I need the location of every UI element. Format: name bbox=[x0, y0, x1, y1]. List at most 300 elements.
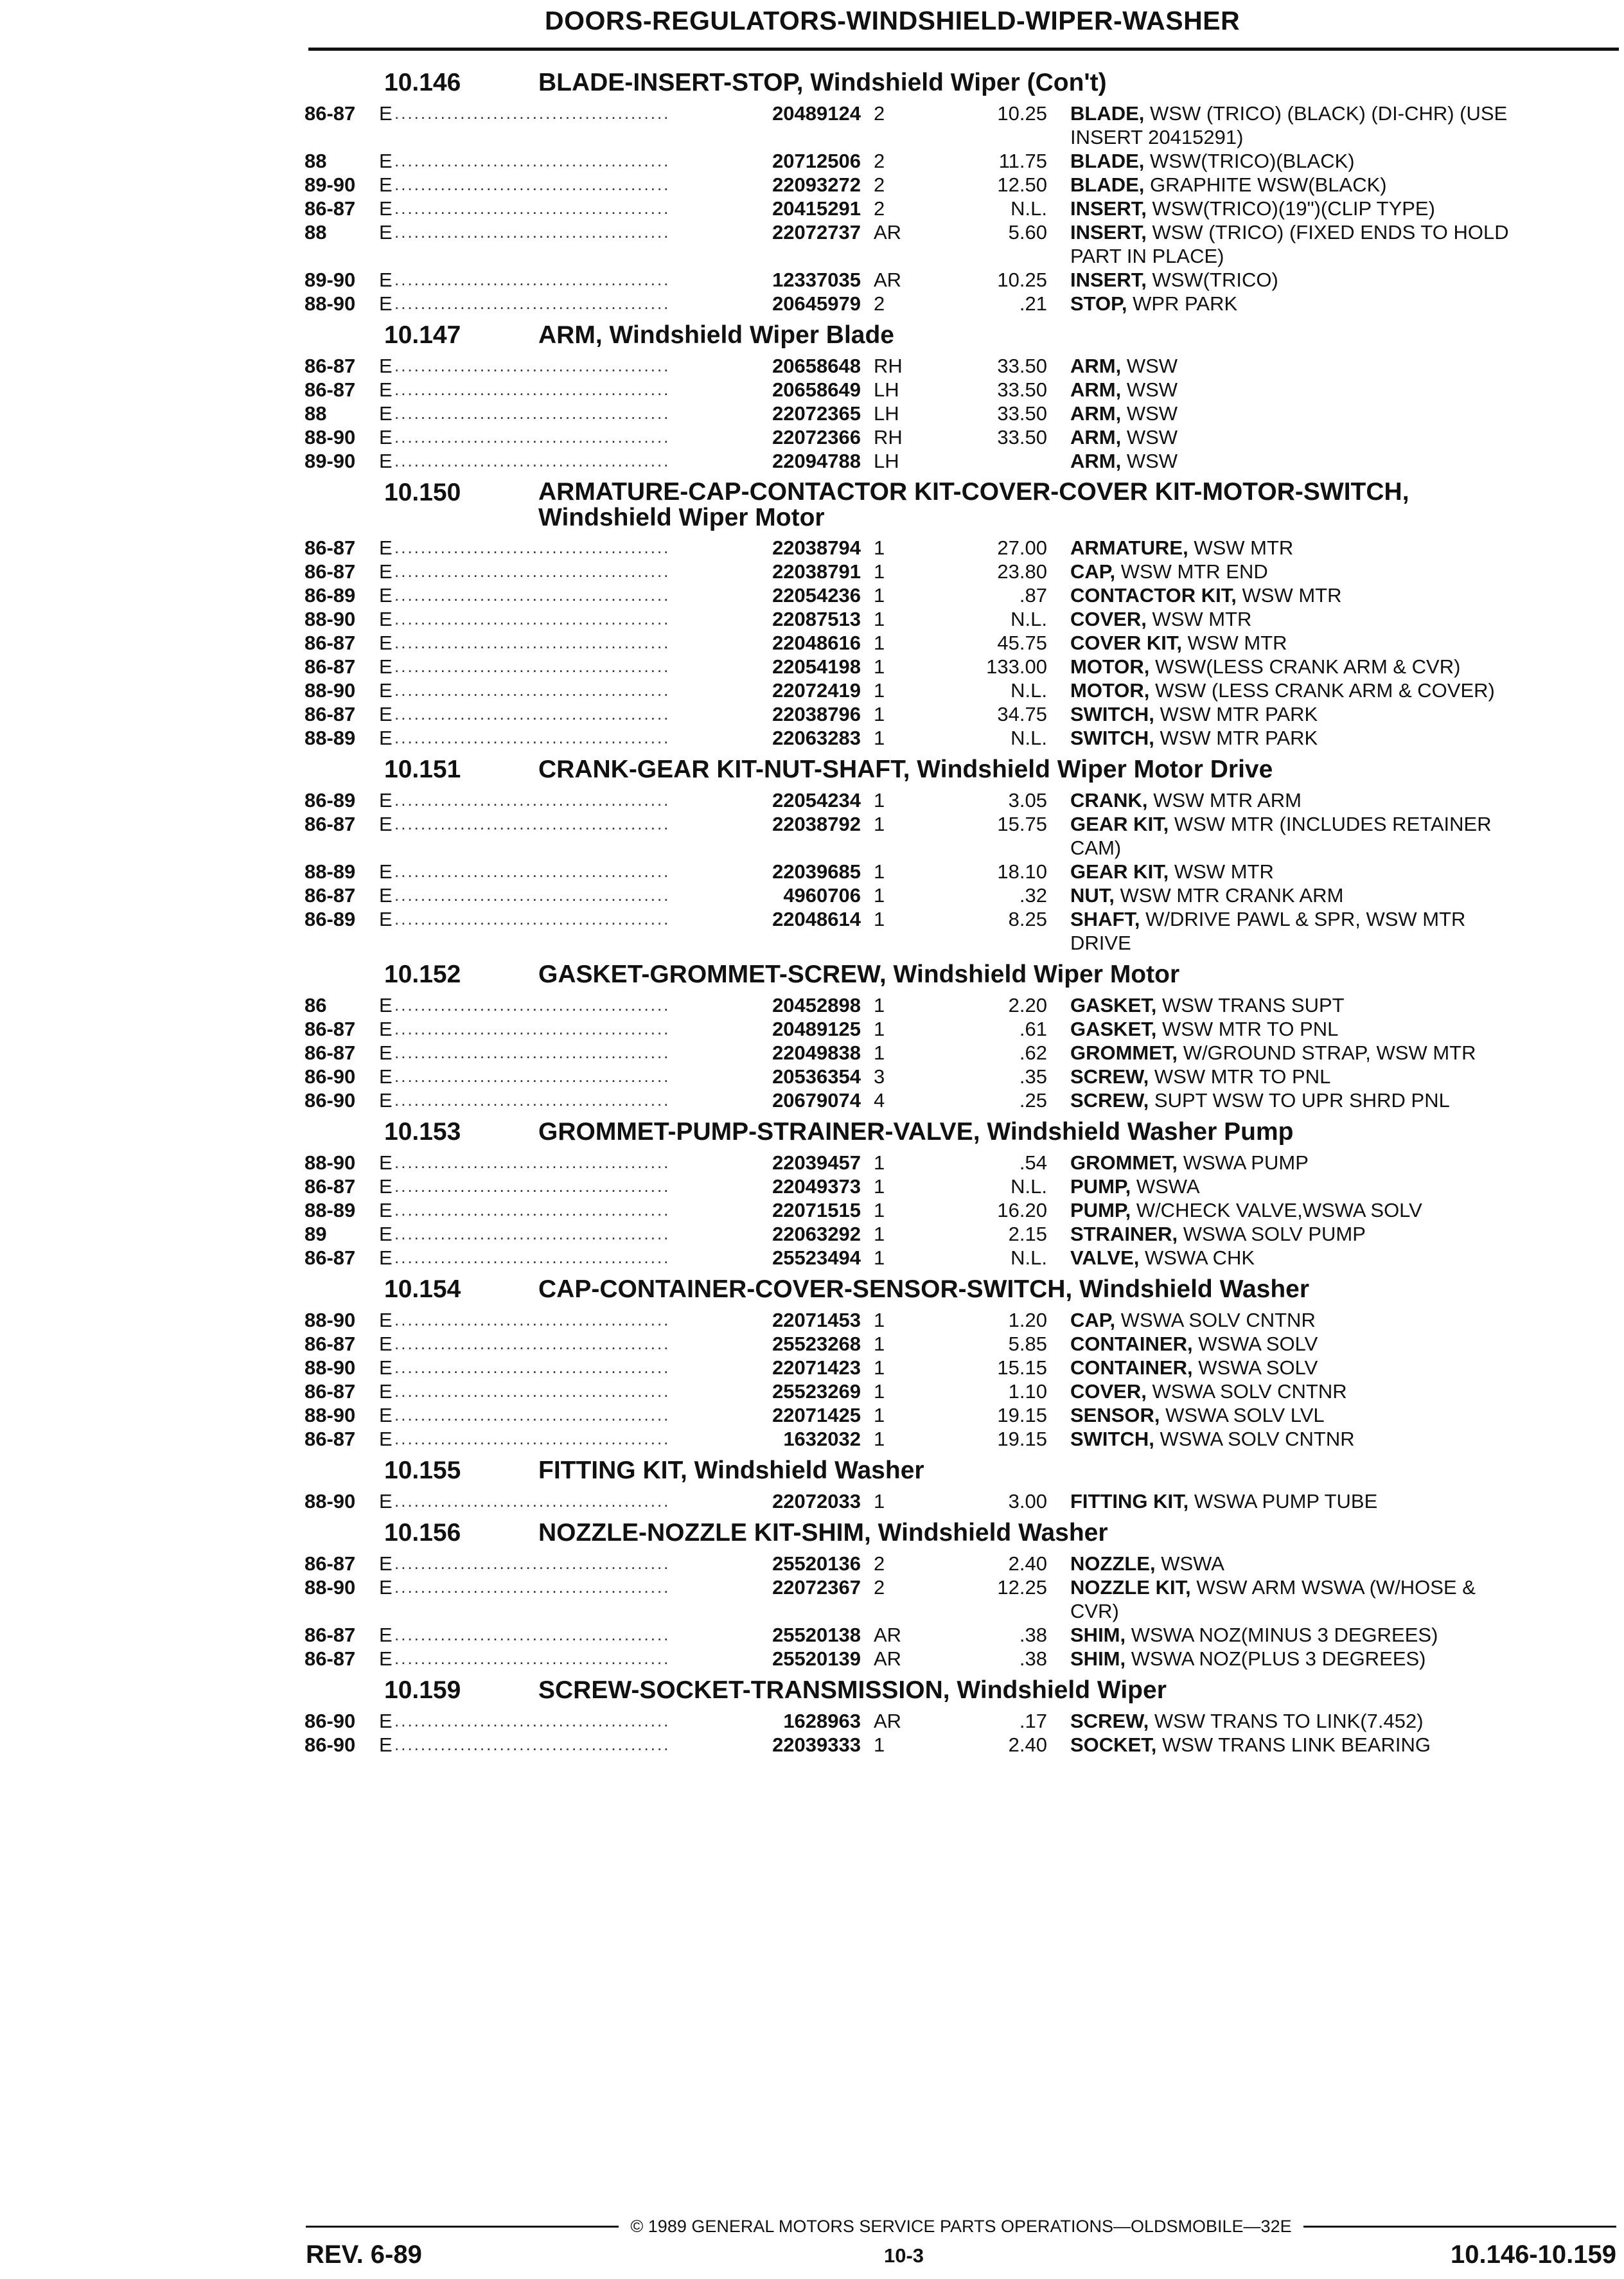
description-detail: W/GROUND STRAP, WSW MTR bbox=[1183, 1042, 1476, 1064]
dot-leader: .......................................... bbox=[394, 294, 671, 313]
price: 19.15 bbox=[997, 1428, 1047, 1450]
model-years: 86 bbox=[304, 994, 327, 1016]
engine-code: E bbox=[379, 632, 393, 654]
part-row bbox=[304, 1733, 1621, 1757]
part-row bbox=[304, 1647, 1621, 1671]
description-keyword: PUMP, bbox=[1070, 1175, 1131, 1198]
description-keyword: ARM, bbox=[1070, 355, 1122, 377]
description-keyword: COVER, bbox=[1070, 608, 1147, 630]
quantity: 1 bbox=[874, 1380, 885, 1403]
quantity: 1 bbox=[874, 908, 885, 930]
model-years: 89-90 bbox=[304, 269, 356, 291]
part-number: 22072366 bbox=[772, 426, 861, 448]
engine-code: E bbox=[379, 1647, 393, 1670]
part-description bbox=[1047, 268, 1520, 292]
part-number: 22039685 bbox=[772, 860, 861, 883]
price: .38 bbox=[1019, 1647, 1047, 1670]
section-heading bbox=[304, 322, 1621, 349]
engine-code: E bbox=[379, 1404, 393, 1426]
description-keyword: COVER KIT, bbox=[1070, 632, 1182, 654]
model-years: 86-87 bbox=[304, 703, 356, 725]
dot-leader: .......................................... bbox=[394, 380, 671, 399]
part-row bbox=[304, 631, 1621, 655]
part-number: 22072367 bbox=[772, 1576, 861, 1599]
part-description bbox=[1047, 583, 1520, 607]
part-row bbox=[304, 1151, 1621, 1175]
engine-code: E bbox=[379, 584, 393, 607]
description-keyword: SHAFT, bbox=[1070, 908, 1140, 930]
part-row bbox=[304, 655, 1621, 678]
description-detail: GRAPHITE WSW(BLACK) bbox=[1150, 173, 1387, 196]
parts-list bbox=[304, 1489, 1621, 1513]
description-detail: WSW bbox=[1126, 355, 1178, 377]
part-description bbox=[1047, 1151, 1520, 1175]
part-description bbox=[1047, 1427, 1520, 1451]
dot-leader: .......................................... bbox=[394, 562, 671, 581]
description-detail: WSW MTR TO PNL bbox=[1161, 1018, 1339, 1040]
quantity: 1 bbox=[874, 1199, 885, 1221]
dot-leader: .......................................... bbox=[394, 103, 671, 123]
price: N.L. bbox=[1011, 1246, 1047, 1269]
quantity: 2 bbox=[874, 1576, 885, 1599]
description-detail: SUPT WSW TO UPR SHRD PNL bbox=[1154, 1089, 1450, 1112]
description-keyword: INSERT, bbox=[1070, 197, 1147, 220]
engine-code: E bbox=[379, 426, 393, 448]
part-description bbox=[1047, 1623, 1520, 1647]
description-detail: WSW MTR bbox=[1194, 536, 1294, 559]
description-keyword: SWITCH, bbox=[1070, 1428, 1154, 1450]
parts-section bbox=[304, 1520, 1621, 1671]
quantity: 1 bbox=[874, 1309, 885, 1331]
price: 12.25 bbox=[997, 1576, 1047, 1599]
part-description bbox=[1047, 1198, 1520, 1222]
part-row bbox=[304, 1623, 1621, 1647]
description-keyword: COVER, bbox=[1070, 1380, 1147, 1403]
price: 33.50 bbox=[997, 402, 1047, 425]
parts-list bbox=[304, 788, 1621, 955]
engine-code: E bbox=[379, 1065, 393, 1088]
part-description bbox=[1047, 536, 1520, 560]
price: 8.25 bbox=[1008, 908, 1047, 930]
part-row bbox=[304, 425, 1621, 449]
engine-code: E bbox=[379, 1552, 393, 1575]
price: 10.25 bbox=[997, 269, 1047, 291]
model-years: 88 bbox=[304, 402, 327, 425]
model-years: 88-90 bbox=[304, 426, 356, 448]
parts-section bbox=[304, 479, 1621, 750]
part-description bbox=[1047, 1575, 1520, 1623]
part-description bbox=[1047, 449, 1520, 473]
dot-leader: .......................................... bbox=[394, 633, 671, 652]
engine-code: E bbox=[379, 269, 393, 291]
part-description bbox=[1047, 149, 1520, 173]
description-keyword: SOCKET, bbox=[1070, 1734, 1157, 1756]
part-number: 22071423 bbox=[772, 1356, 861, 1379]
part-number: 22072365 bbox=[772, 402, 861, 425]
part-number: 25523268 bbox=[772, 1333, 861, 1355]
quantity: 1 bbox=[874, 1404, 885, 1426]
parts-section bbox=[304, 1677, 1621, 1757]
part-number: 25520136 bbox=[772, 1552, 861, 1575]
model-years: 86-87 bbox=[304, 560, 356, 583]
part-description bbox=[1047, 102, 1520, 149]
quantity: 1 bbox=[874, 679, 885, 702]
model-years: 86-87 bbox=[304, 1042, 356, 1064]
parts-list bbox=[304, 536, 1621, 750]
model-years: 86-89 bbox=[304, 584, 356, 607]
section-number: 10.150 bbox=[384, 479, 461, 506]
quantity: AR bbox=[874, 1710, 902, 1732]
footer-rule-right bbox=[1303, 2226, 1616, 2228]
description-detail: WSW MTR END bbox=[1120, 560, 1268, 583]
dot-leader: .......................................... bbox=[394, 1649, 671, 1668]
part-number: 22071515 bbox=[772, 1199, 861, 1221]
quantity: LH bbox=[874, 378, 899, 401]
quantity: 1 bbox=[874, 789, 885, 811]
description-detail: WSW MTR ARM bbox=[1153, 789, 1302, 811]
dot-leader: .......................................... bbox=[394, 403, 671, 423]
quantity: 1 bbox=[874, 860, 885, 883]
description-keyword: CONTAINER, bbox=[1070, 1333, 1193, 1355]
part-number: 22093272 bbox=[772, 173, 861, 196]
model-years: 86-87 bbox=[304, 102, 356, 125]
part-number: 20452898 bbox=[772, 994, 861, 1016]
dot-leader: .......................................... bbox=[394, 222, 671, 242]
part-number: 25523269 bbox=[772, 1380, 861, 1403]
description-detail: WSW MTR bbox=[1242, 584, 1342, 607]
part-description bbox=[1047, 292, 1520, 315]
description-keyword: PUMP, bbox=[1070, 1199, 1131, 1221]
part-row bbox=[304, 1088, 1621, 1112]
page-header bbox=[308, 1, 1619, 51]
price: 2.40 bbox=[1008, 1552, 1047, 1575]
footer-line bbox=[306, 2217, 1616, 2237]
part-number: 1628963 bbox=[783, 1710, 861, 1732]
description-keyword: NOZZLE, bbox=[1070, 1552, 1156, 1575]
part-description bbox=[1047, 812, 1520, 860]
description-detail: WSWA SOLV bbox=[1198, 1356, 1318, 1379]
parts-section bbox=[304, 1457, 1621, 1513]
engine-code: E bbox=[379, 1042, 393, 1064]
part-row bbox=[304, 993, 1621, 1017]
engine-code: E bbox=[379, 150, 393, 172]
description-detail: WSWA NOZ(PLUS 3 DEGREES) bbox=[1131, 1647, 1426, 1670]
description-keyword: NOZZLE KIT, bbox=[1070, 1576, 1191, 1599]
price: 27.00 bbox=[997, 536, 1047, 559]
parts-section bbox=[304, 756, 1621, 955]
description-detail: WSWA SOLV PUMP bbox=[1183, 1223, 1366, 1245]
dot-leader: .......................................... bbox=[394, 1491, 671, 1511]
section-title: FITTING KIT, Windshield Washer bbox=[538, 1457, 924, 1484]
dot-leader: .......................................... bbox=[394, 199, 671, 218]
price: 133.00 bbox=[986, 655, 1047, 678]
part-row bbox=[304, 1198, 1621, 1222]
quantity: 1 bbox=[874, 703, 885, 725]
description-detail: WSW MTR bbox=[1187, 632, 1287, 654]
engine-code: E bbox=[379, 1151, 393, 1174]
price: 11.75 bbox=[998, 150, 1047, 172]
model-years: 86-87 bbox=[304, 1246, 356, 1269]
part-description bbox=[1047, 788, 1520, 812]
quantity: 1 bbox=[874, 994, 885, 1016]
part-description bbox=[1047, 1552, 1520, 1575]
engine-code: E bbox=[379, 884, 393, 907]
quantity: AR bbox=[874, 269, 902, 291]
description-keyword: CAP, bbox=[1070, 1309, 1116, 1331]
section-heading bbox=[304, 1119, 1621, 1146]
part-number: 25520139 bbox=[772, 1647, 861, 1670]
section-title: GASKET-GROMMET-SCREW, Windshield Wiper Motor bbox=[538, 961, 1180, 988]
description-detail: WSWA SOLV CNTNR bbox=[1120, 1309, 1316, 1331]
quantity: 2 bbox=[874, 150, 885, 172]
engine-code: E bbox=[379, 608, 393, 630]
part-row bbox=[304, 354, 1621, 378]
dot-leader: .......................................... bbox=[394, 151, 671, 170]
parts-list bbox=[304, 1552, 1621, 1671]
description-keyword: SCREW, bbox=[1070, 1065, 1149, 1088]
part-row bbox=[304, 378, 1621, 402]
price: N.L. bbox=[1011, 197, 1047, 220]
dot-leader: .......................................... bbox=[394, 657, 671, 676]
description-detail: WSW MTR TO PNL bbox=[1154, 1065, 1331, 1088]
description-keyword: SENSOR, bbox=[1070, 1404, 1160, 1426]
part-number: 22071425 bbox=[772, 1404, 861, 1426]
part-number: 25520138 bbox=[772, 1624, 861, 1646]
part-number: 22039457 bbox=[772, 1151, 861, 1174]
part-description bbox=[1047, 631, 1520, 655]
part-number: 22054234 bbox=[772, 789, 861, 811]
part-description bbox=[1047, 883, 1520, 907]
part-number: 22039333 bbox=[772, 1734, 861, 1756]
quantity: 2 bbox=[874, 197, 885, 220]
section-heading bbox=[304, 756, 1621, 783]
quantity: 1 bbox=[874, 1428, 885, 1450]
part-description bbox=[1047, 378, 1520, 402]
part-row bbox=[304, 220, 1621, 268]
dot-leader: .......................................... bbox=[394, 909, 671, 928]
dot-leader: .......................................... bbox=[394, 1176, 671, 1196]
engine-code: E bbox=[379, 727, 393, 749]
dot-leader: .......................................... bbox=[394, 538, 671, 557]
model-years: 86-87 bbox=[304, 1380, 356, 1403]
dot-leader: .......................................... bbox=[394, 1625, 671, 1644]
description-keyword: GROMMET, bbox=[1070, 1151, 1178, 1174]
description-detail: WSW MTR CRANK ARM bbox=[1120, 884, 1344, 907]
dot-leader: .......................................... bbox=[394, 1711, 671, 1730]
quantity: 1 bbox=[874, 1333, 885, 1355]
engine-code: E bbox=[379, 560, 393, 583]
engine-code: E bbox=[379, 1576, 393, 1599]
part-number: 22049838 bbox=[772, 1042, 861, 1064]
dot-leader: .......................................... bbox=[394, 862, 671, 881]
description-keyword: SWITCH, bbox=[1070, 727, 1154, 749]
dot-leader: .......................................... bbox=[394, 1200, 671, 1219]
dot-leader: .......................................... bbox=[394, 1224, 671, 1243]
price: N.L. bbox=[1011, 679, 1047, 702]
description-detail: WSW MTR PARK bbox=[1160, 727, 1318, 749]
description-detail: WSW TRANS TO LINK(7.452) bbox=[1154, 1710, 1424, 1732]
description-detail: WSWA PUMP TUBE bbox=[1194, 1490, 1378, 1512]
part-description bbox=[1047, 1709, 1520, 1733]
parts-list bbox=[304, 354, 1621, 473]
dot-leader: .......................................... bbox=[394, 609, 671, 628]
description-detail: WSW(TRICO) bbox=[1152, 269, 1278, 291]
price: 15.75 bbox=[997, 813, 1047, 835]
price: .87 bbox=[1019, 584, 1047, 607]
model-years: 88-89 bbox=[304, 727, 356, 749]
engine-code: E bbox=[379, 355, 393, 377]
part-row bbox=[304, 883, 1621, 907]
engine-code: E bbox=[379, 908, 393, 930]
part-number: 22094788 bbox=[772, 450, 861, 472]
part-row bbox=[304, 560, 1621, 583]
price: N.L. bbox=[1011, 727, 1047, 749]
section-heading bbox=[304, 961, 1621, 988]
part-row bbox=[304, 726, 1621, 750]
model-years: 86-87 bbox=[304, 378, 356, 401]
price: .35 bbox=[1019, 1065, 1047, 1088]
section-title: CAP-CONTAINER-COVER-SENSOR-SWITCH, Windshield Washer bbox=[538, 1275, 1310, 1303]
section-number: 10.152 bbox=[384, 961, 461, 988]
price: .32 bbox=[1019, 884, 1047, 907]
description-detail: WSWA NOZ(MINUS 3 DEGREES) bbox=[1131, 1624, 1438, 1646]
engine-code: E bbox=[379, 197, 393, 220]
price: 3.05 bbox=[1008, 789, 1047, 811]
description-detail: WSW ARM WSWA (W/HOSE & CVR) bbox=[1070, 1576, 1476, 1622]
description-detail: WSWA CHK bbox=[1145, 1246, 1255, 1269]
section-title: BLADE-INSERT-STOP, Windshield Wiper (Con't) bbox=[538, 69, 1107, 96]
part-number: 22049373 bbox=[772, 1175, 861, 1198]
model-years: 88-89 bbox=[304, 860, 356, 883]
page-footer bbox=[306, 2217, 1616, 2279]
description-detail: WSW bbox=[1126, 402, 1178, 425]
description-detail: WSW MTR bbox=[1174, 860, 1274, 883]
engine-code: E bbox=[379, 1380, 393, 1403]
quantity: 1 bbox=[874, 1223, 885, 1245]
price: 33.50 bbox=[997, 355, 1047, 377]
description-keyword: CRANK, bbox=[1070, 789, 1148, 811]
model-years: 88-90 bbox=[304, 292, 356, 315]
quantity: RH bbox=[874, 426, 903, 448]
price: 34.75 bbox=[997, 703, 1047, 725]
part-row bbox=[304, 402, 1621, 425]
part-row bbox=[304, 607, 1621, 631]
engine-code: E bbox=[379, 703, 393, 725]
part-description bbox=[1047, 402, 1520, 425]
part-row bbox=[304, 812, 1621, 860]
engine-code: E bbox=[379, 221, 393, 244]
part-description bbox=[1047, 993, 1520, 1017]
description-keyword: ARM, bbox=[1070, 378, 1122, 401]
description-keyword: GEAR KIT, bbox=[1070, 860, 1169, 883]
description-keyword: GASKET, bbox=[1070, 1018, 1157, 1040]
part-number: 1632032 bbox=[783, 1428, 861, 1450]
section-number: 10.159 bbox=[384, 1676, 461, 1704]
dot-leader: .......................................... bbox=[394, 1577, 671, 1597]
price: 18.10 bbox=[997, 860, 1047, 883]
dot-leader: .......................................... bbox=[394, 995, 671, 1015]
price: .21 bbox=[1019, 292, 1047, 315]
model-years: 86-87 bbox=[304, 1624, 356, 1646]
description-detail: WSWA bbox=[1161, 1552, 1224, 1575]
model-years: 86-87 bbox=[304, 197, 356, 220]
model-years: 89 bbox=[304, 1223, 327, 1245]
engine-code: E bbox=[379, 173, 393, 196]
description-detail: WSWA PUMP bbox=[1183, 1151, 1309, 1174]
engine-code: E bbox=[379, 789, 393, 811]
model-years: 86-87 bbox=[304, 1647, 356, 1670]
engine-code: E bbox=[379, 536, 393, 559]
section-title: NOZZLE-NOZZLE KIT-SHIM, Windshield Washer bbox=[538, 1519, 1108, 1547]
part-description bbox=[1047, 678, 1520, 702]
quantity: LH bbox=[874, 402, 899, 425]
model-years: 88 bbox=[304, 221, 327, 244]
engine-code: E bbox=[379, 1018, 393, 1040]
description-keyword: SWITCH, bbox=[1070, 703, 1154, 725]
part-row bbox=[304, 1065, 1621, 1088]
part-number: 22054236 bbox=[772, 584, 861, 607]
engine-code: E bbox=[379, 1356, 393, 1379]
section-heading bbox=[304, 479, 1621, 531]
dot-leader: .......................................... bbox=[394, 1405, 671, 1424]
description-detail: WSW MTR bbox=[1152, 608, 1252, 630]
part-description bbox=[1047, 860, 1520, 883]
part-description bbox=[1047, 197, 1520, 220]
model-years: 86-87 bbox=[304, 655, 356, 678]
part-description bbox=[1047, 560, 1520, 583]
quantity: 1 bbox=[874, 655, 885, 678]
model-years: 86-90 bbox=[304, 1710, 356, 1732]
description-keyword: STOP, bbox=[1070, 292, 1127, 315]
part-number: 22072737 bbox=[772, 221, 861, 244]
price: 2.15 bbox=[1008, 1223, 1047, 1245]
quantity: AR bbox=[874, 1624, 902, 1646]
quantity: 2 bbox=[874, 173, 885, 196]
dot-leader: .......................................... bbox=[394, 270, 671, 289]
price: .17 bbox=[1019, 1710, 1047, 1732]
part-row bbox=[304, 702, 1621, 726]
dot-leader: .......................................... bbox=[394, 356, 671, 375]
dot-leader: .......................................... bbox=[394, 1019, 671, 1038]
model-years: 89-90 bbox=[304, 173, 356, 196]
model-years: 88-90 bbox=[304, 1309, 356, 1331]
parts-list bbox=[304, 1151, 1621, 1270]
part-description bbox=[1047, 607, 1520, 631]
dot-leader: .......................................... bbox=[394, 1310, 671, 1329]
quantity: AR bbox=[874, 1647, 902, 1670]
description-keyword: ARMATURE, bbox=[1070, 536, 1188, 559]
part-number: 4960706 bbox=[783, 884, 861, 907]
part-number: 22072033 bbox=[772, 1490, 861, 1512]
engine-code: E bbox=[379, 655, 393, 678]
description-detail: WSW (TRICO) (FIXED ENDS TO HOLD PART IN PLACE) bbox=[1070, 221, 1509, 267]
description-detail: WSW TRANS LINK BEARING bbox=[1161, 1734, 1431, 1756]
part-description bbox=[1047, 220, 1520, 268]
quantity: 1 bbox=[874, 1042, 885, 1064]
model-years: 88-90 bbox=[304, 1490, 356, 1512]
part-number: 22048614 bbox=[772, 908, 861, 930]
quantity: 1 bbox=[874, 1018, 885, 1040]
section-title: CRANK-GEAR KIT-NUT-SHAFT, Windshield Wiper Motor Drive bbox=[538, 756, 1273, 783]
quantity: 3 bbox=[874, 1065, 885, 1088]
part-description bbox=[1047, 425, 1520, 449]
quantity: 1 bbox=[874, 884, 885, 907]
dot-leader: .......................................... bbox=[394, 1153, 671, 1172]
description-detail: WSW TRANS SUPT bbox=[1161, 994, 1345, 1016]
parts-sections bbox=[304, 69, 1621, 1763]
quantity: 1 bbox=[874, 1151, 885, 1174]
parts-section bbox=[304, 961, 1621, 1112]
